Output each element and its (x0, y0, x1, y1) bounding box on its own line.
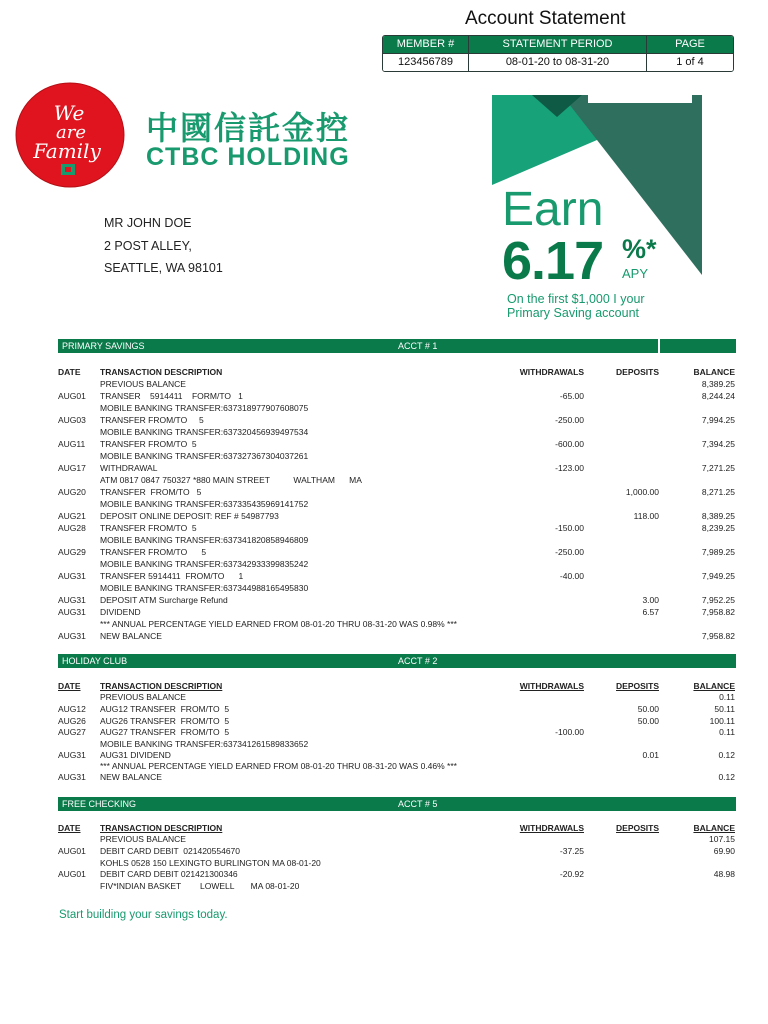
transaction-description: DEPOSIT ONLINE DEPOSIT: REF # 54987793 (100, 511, 279, 521)
transaction-description: WITHDRAWAL (100, 463, 158, 473)
transaction-balance: 0.12 (718, 750, 735, 760)
transaction-description: TRANSFER FROM/TO 5 (100, 523, 197, 533)
transaction-withdrawal: -20.92 (559, 869, 584, 879)
transaction-description: TRANSER 5914411 FORM/TO 1 (100, 391, 243, 401)
account-section-bar (58, 339, 736, 353)
promo-rate: 6.17 (502, 231, 604, 291)
transaction-date: AUG20 (58, 487, 86, 497)
transaction-description: MOBILE BANKING TRANSFER:637342933399835242 (100, 559, 309, 569)
column-header-date: DATE (58, 681, 81, 691)
transaction-balance: 7,994.25 (701, 415, 735, 425)
transaction-withdrawal: -600.00 (555, 439, 584, 449)
transaction-date: AUG01 (58, 391, 86, 401)
transaction-withdrawal: -100.00 (555, 727, 584, 737)
transaction-date: AUG26 (58, 716, 86, 726)
transaction-date: AUG31 (58, 772, 86, 782)
statement-period: 08-01-20 to 08-31-20 (469, 53, 647, 71)
transaction-balance: 7,989.25 (701, 547, 735, 557)
transaction-date: AUG29 (58, 547, 86, 557)
column-header-balance: BALANCE (693, 681, 735, 691)
member-number: 123456789 (383, 53, 469, 71)
transaction-description: AUG31 DIVIDEND (100, 750, 171, 760)
column-header-withdrawals: WITHDRAWALS (519, 823, 584, 833)
transaction-withdrawal: -37.25 (559, 846, 584, 856)
column-header-deposits: DEPOSITS (616, 367, 659, 377)
transaction-balance: 8,389.25 (701, 379, 735, 389)
column-header-description: TRANSACTION DESCRIPTION (100, 367, 223, 377)
footer-tagline: Start building your savings today. (59, 909, 228, 921)
transaction-balance: 7,958.82 (701, 631, 735, 641)
transaction-date: AUG03 (58, 415, 86, 425)
transaction-balance: 7,949.25 (701, 571, 735, 581)
column-header-withdrawals: WITHDRAWALS (519, 367, 584, 377)
transaction-description: TRANSFER FROM/TO 5 (100, 415, 204, 425)
transaction-description: PREVIOUS BALANCE (100, 692, 186, 702)
account-name: HOLIDAY CLUB (62, 656, 128, 666)
transaction-description: AUG26 TRANSFER FROM/TO 5 (100, 716, 230, 726)
member-label: MEMBER # (383, 36, 469, 53)
transaction-withdrawal: -250.00 (555, 547, 584, 557)
transaction-withdrawal: -40.00 (559, 571, 584, 581)
transaction-date: AUG01 (58, 846, 86, 856)
transaction-date: AUG31 (58, 607, 86, 617)
transaction-description: MOBILE BANKING TRANSFER:637327367304037261 (100, 451, 309, 461)
transaction-deposit: 118.00 (633, 511, 659, 521)
column-header-balance: BALANCE (693, 823, 735, 833)
transaction-date: AUG11 (58, 439, 86, 449)
column-header-description: TRANSACTION DESCRIPTION (100, 823, 223, 833)
promo-earn: Earn (502, 183, 604, 236)
account-number: ACCT # 5 (398, 799, 438, 809)
transaction-description: DIVIDEND (100, 607, 141, 617)
transaction-date: AUG01 (58, 869, 86, 879)
transaction-balance: 0.11 (719, 692, 735, 702)
transaction-description: NEW BALANCE (100, 631, 162, 641)
transaction-balance: 8,271.25 (701, 487, 735, 497)
promo-percent: %* (622, 234, 657, 264)
column-header-date: DATE (58, 367, 81, 377)
statement-title: Account Statement (465, 8, 626, 29)
transaction-balance: 100.11 (709, 716, 735, 726)
transaction-description: DEPOSIT ATM Surcharge Refund (100, 595, 228, 605)
transaction-description: MOBILE BANKING TRANSFER:637320456939497534 (100, 427, 309, 437)
transaction-deposit: 50.00 (637, 716, 659, 726)
transaction-description: MOBILE BANKING TRANSFER:637341261589833652 (100, 739, 309, 749)
transaction-description: *** ANNUAL PERCENTAGE YIELD EARNED FROM 08-01-20 THRU 08-31-20 WAS 0.46% *** (100, 761, 457, 771)
column-header-deposits: DEPOSITS (616, 681, 659, 691)
transaction-description: TRANSFER 5914411 FROM/TO 1 (100, 571, 244, 581)
transaction-withdrawal: -65.00 (559, 391, 584, 401)
transaction-description: KOHLS 0528 150 LEXINGTO BURLINGTON MA 08-01-20 (100, 858, 321, 868)
promo-apy: APY (622, 266, 649, 281)
transaction-balance: 8,244.24 (701, 391, 735, 401)
transaction-balance: 7,271.25 (701, 463, 735, 473)
transaction-description: TRANSFER FROM/TO 5 (100, 439, 197, 449)
address-line: SEATTLE, WA 98101 (104, 261, 223, 275)
address-line: 2 POST ALLEY, (104, 238, 192, 253)
column-header-date: DATE (58, 823, 81, 833)
transaction-date: AUG31 (58, 631, 86, 641)
transaction-description: NEW BALANCE (100, 772, 162, 782)
bank-name-english: CTBC HOLDING (146, 143, 350, 171)
transaction-description: ATM 0817 0847 750327 *880 MAIN STREET WALTHAM MA (100, 475, 362, 485)
transaction-description: MOBILE BANKING TRANSFER:637318977907608075 (100, 403, 309, 413)
transaction-balance: 0.11 (719, 727, 735, 737)
transaction-withdrawal: -250.00 (555, 415, 584, 425)
page-number: 1 of 4 (647, 53, 733, 71)
transaction-balance: 48.98 (713, 869, 735, 879)
transaction-date: AUG27 (58, 727, 86, 737)
transaction-description: TRANSFER FROM/TO 5 (100, 547, 207, 557)
bank-name-chinese: 中國信託金控 (146, 109, 351, 147)
transaction-date: AUG31 (58, 595, 86, 605)
statement-header-table (382, 35, 734, 72)
transaction-description: FIV*INDIAN BASKET LOWELL MA 08-01-20 (100, 881, 300, 891)
transaction-balance: 7,952.25 (701, 595, 735, 605)
transaction-balance: 8,239.25 (701, 523, 735, 533)
column-header-description: TRANSACTION DESCRIPTION (100, 681, 223, 691)
transaction-date: AUG31 (58, 571, 86, 581)
transaction-deposit: 6.57 (642, 607, 659, 617)
transaction-withdrawal: -123.00 (555, 463, 584, 473)
transaction-deposit: 0.01 (642, 750, 659, 760)
transaction-description: AUG12 TRANSFER FROM/TO 5 (100, 704, 230, 714)
transaction-description: MOBILE BANKING TRANSFER:637341820858946809 (100, 535, 309, 545)
transaction-deposit: 3.00 (642, 595, 659, 605)
transaction-balance: 7,958.82 (701, 607, 735, 617)
transaction-balance: 0.12 (718, 772, 735, 782)
account-section-bar (58, 654, 736, 668)
transaction-description: MOBILE BANKING TRANSFER:637344988165495830 (100, 583, 309, 593)
transaction-description: PREVIOUS BALANCE (100, 834, 186, 844)
transaction-balance: 69.90 (713, 846, 735, 856)
transaction-date: AUG12 (58, 704, 86, 714)
transaction-description: DEBIT CARD DEBIT 021421300346 (100, 869, 238, 879)
transaction-date: AUG28 (58, 523, 86, 533)
page-label: PAGE (647, 36, 733, 53)
transaction-withdrawal: -150.00 (555, 523, 584, 533)
svg-text:are: are (56, 122, 86, 143)
account-number: ACCT # 2 (398, 656, 438, 666)
transaction-description: AUG27 TRANSFER FROM/TO 5 (100, 727, 230, 737)
we-are-family-logo (15, 82, 125, 188)
column-header-deposits: DEPOSITS (616, 823, 659, 833)
transaction-description: PREVIOUS BALANCE (100, 379, 186, 389)
transaction-description: *** ANNUAL PERCENTAGE YIELD EARNED FROM 08-01-20 THRU 08-31-20 WAS 0.98% *** (100, 619, 457, 629)
transaction-description: TRANSFER FROM/TO 5 (100, 487, 202, 497)
transaction-description: DEBIT CARD DEBIT 021420554670 (100, 846, 241, 856)
transaction-date: AUG31 (58, 750, 86, 760)
account-number: ACCT # 1 (398, 341, 438, 351)
column-header-withdrawals: WITHDRAWALS (519, 681, 584, 691)
column-header-balance: BALANCE (693, 367, 735, 377)
period-label: STATEMENT PERIOD (469, 36, 647, 53)
svg-text:Family: Family (33, 139, 101, 163)
mailing-address (104, 212, 223, 280)
transaction-date: AUG17 (58, 463, 86, 473)
transaction-description: MOBILE BANKING TRANSFER:637335435969141752 (100, 499, 309, 509)
transaction-balance: 8,389.25 (701, 511, 735, 521)
account-section-bar (58, 797, 736, 811)
promo-text: On the first $1,000 I your Primary Saving account (507, 292, 645, 320)
transaction-balance: 107.15 (709, 834, 735, 844)
transaction-balance: 50.11 (714, 704, 735, 714)
bar-divider (658, 339, 660, 353)
transaction-deposit: 1,000.00 (625, 487, 659, 497)
svg-text:We: We (53, 101, 85, 125)
transaction-deposit: 50.00 (637, 704, 659, 714)
account-name: PRIMARY SAVINGS (62, 341, 145, 351)
account-name: FREE CHECKING (62, 799, 137, 809)
address-line: MR JOHN DOE (104, 216, 192, 230)
transaction-date: AUG21 (58, 511, 86, 521)
transaction-balance: 7,394.25 (701, 439, 735, 449)
